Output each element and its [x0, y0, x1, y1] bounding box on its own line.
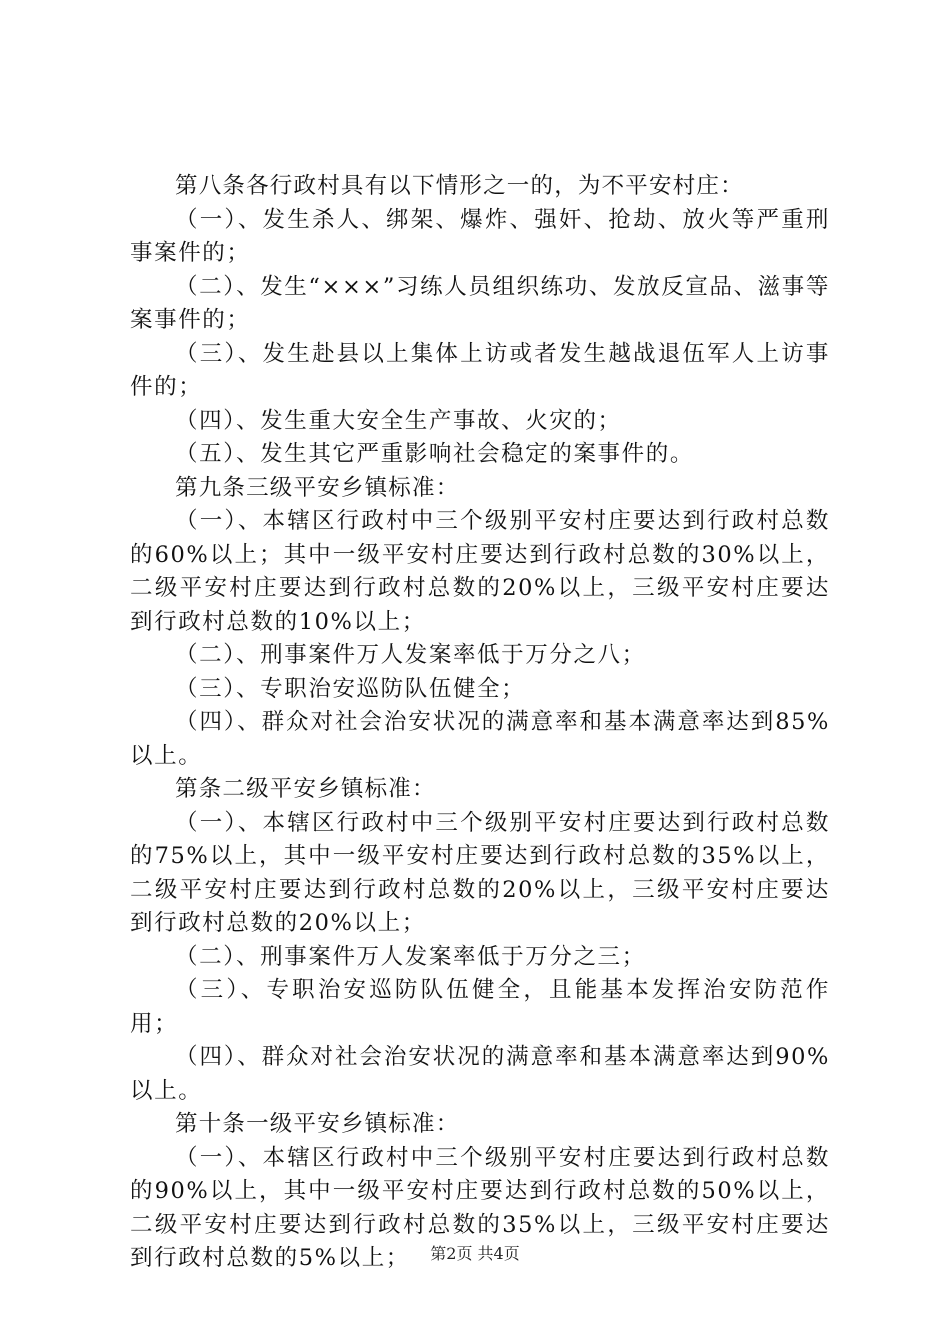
article-9-item-1: （一）、本辖区行政村中三个级别平安村庄要达到行政村总数的60%以上；其中一级平安村庄要达到行政村总数的30%以上，二级平安村庄要达到行政村总数的20%以上，三级平安村庄要达到行政村总数的10%以上；: [130, 508, 830, 635]
article-8-heading: 第八条各行政村具有以下情形之一的，为不平安村庄：: [175, 173, 744, 199]
article-level2-item-2: （二）、刑事案件万人发案率低于万分之三；: [175, 943, 646, 970]
article-level2-item-4: （四）、群众对社会治安状况的满意率和基本满意率达到90%以上。: [130, 1044, 830, 1104]
article-9-heading: 第九条三级平安乡镇标准：: [175, 474, 460, 501]
article-10-item-1: （一）、本辖区行政村中三个级别平安村庄要达到行政村总数的90%以上，其中一级平安村庄要达到行政村总数的50%以上，二级平安村庄要达到行政村总数的35%以上，三级平安村庄要达到行政村总数的5%以上；: [130, 1144, 830, 1271]
article-level2-item-3: （三）、专职治安巡防队伍健全，且能基本发挥治安防范作用；: [130, 977, 830, 1037]
document-body: [130, 170, 830, 1276]
article-8-item-1: （一）、发生杀人、绑架、爆炸、强奸、抢劫、放火等严重刑事案件的；: [130, 206, 830, 266]
article-8-item-2: （二）、发生“×××”习练人员组织练功、发放反宣品、滋事等案事件的；: [130, 273, 830, 333]
article-level2-item-1: （一）、本辖区行政村中三个级别平安村庄要达到行政村总数的75%以上，其中一级平安村庄要达到行政村总数的35%以上，二级平安村庄要达到行政村总数的20%以上，三级平安村庄要达到行政村总数的20%以上；: [130, 809, 830, 936]
article-9-item-2: （二）、刑事案件万人发案率低于万分之八；: [175, 642, 646, 668]
page-number-footer: 第2页 共4页: [430, 1244, 520, 1263]
article-level2-heading: 第条二级平安乡镇标准：: [175, 776, 436, 802]
article-9-item-4: （四）、群众对社会治安状况的满意率和基本满意率达到85%以上。: [130, 709, 830, 769]
article-10-heading: 第十条一级平安乡镇标准：: [175, 1111, 460, 1137]
article-8-item-4: （四）、发生重大安全生产事故、火灾的；: [175, 407, 622, 434]
article-8-item-5: （五）、发生其它严重影响社会稳定的案事件的。: [175, 441, 694, 467]
article-8-item-3: （三）、发生赴县以上集体上访或者发生越战退伍军人上访事件的；: [130, 340, 830, 400]
article-9-item-3: （三）、专职治安巡防队伍健全；: [175, 675, 526, 702]
